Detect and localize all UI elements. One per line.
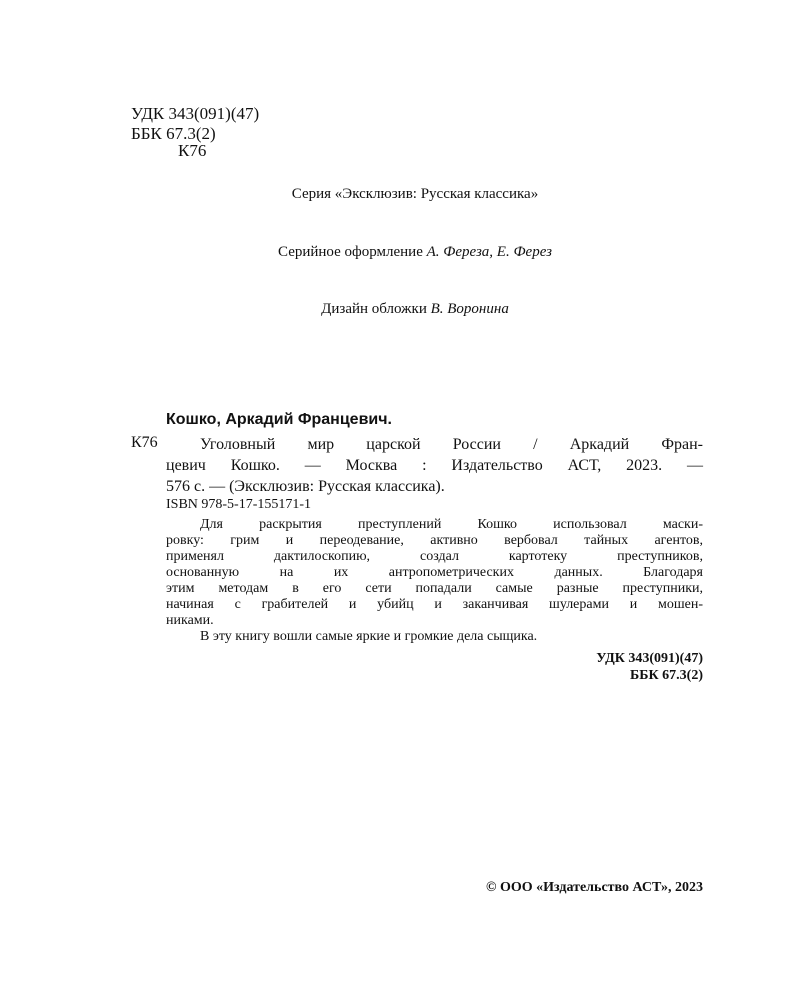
annotation-line: В эту книгу вошли самые яркие и громкие дела сыщика. [200, 629, 538, 644]
description-line: 576 с. — (Эксклюзив: Русская классика). [166, 478, 445, 495]
cover-design-label: Дизайн обложки [321, 301, 431, 317]
udk-code: УДК 343(091)(47) [131, 104, 260, 123]
copyright-notice: © ООО «Издательство АСТ», 2023 [485, 880, 703, 895]
bibliographic-description [166, 434, 703, 497]
annotation [166, 517, 703, 645]
series-title: Серия «Эксклюзив: Русская классика» [291, 186, 539, 202]
annotation-line: никами. [166, 613, 214, 628]
udk-code-bottom: УДК 343(091)(47) [596, 651, 703, 666]
description-line: Уголовный мир царской России / Аркадий Фран- [200, 436, 703, 453]
cover-design-name: В. Воронина [430, 301, 509, 317]
annotation-line: основанную на их антропометрических данных. Благодаря [166, 565, 703, 580]
entry-author: Кошко, Аркадий Францевич. [166, 411, 392, 428]
series-design-credit [0, 244, 800, 261]
annotation-line: применял дактилоскопию, создал картотеку преступников, [166, 549, 703, 564]
annotation-line: этим методам в его сети попадали самые разные преступники, [166, 581, 703, 596]
description-line: цевич Кошко. — Москва : Издательство АСТ, 2023. — [166, 457, 703, 474]
cover-design-credit [0, 301, 800, 318]
series-design-names: А. Фереза, Е. Ферез [426, 244, 552, 260]
series-design-label: Серийное оформление [278, 244, 427, 260]
bbk-code-bottom: ББК 67.3(2) [630, 668, 703, 683]
author-mark: К76 [178, 141, 207, 160]
annotation-line: начиная с грабителей и убийц и заканчивая шулерами и мошен- [166, 597, 703, 612]
annotation-line: Для раскрытия преступлений Кошко использовал маски- [200, 517, 703, 532]
entry-author-mark: К76 [131, 434, 158, 451]
isbn: ISBN 978-5-17-155171-1 [166, 497, 312, 512]
annotation-line: ровку: грим и переодевание, активно вербовал тайных агентов, [166, 533, 703, 548]
bbk-code: ББК 67.3(2) [131, 124, 216, 143]
